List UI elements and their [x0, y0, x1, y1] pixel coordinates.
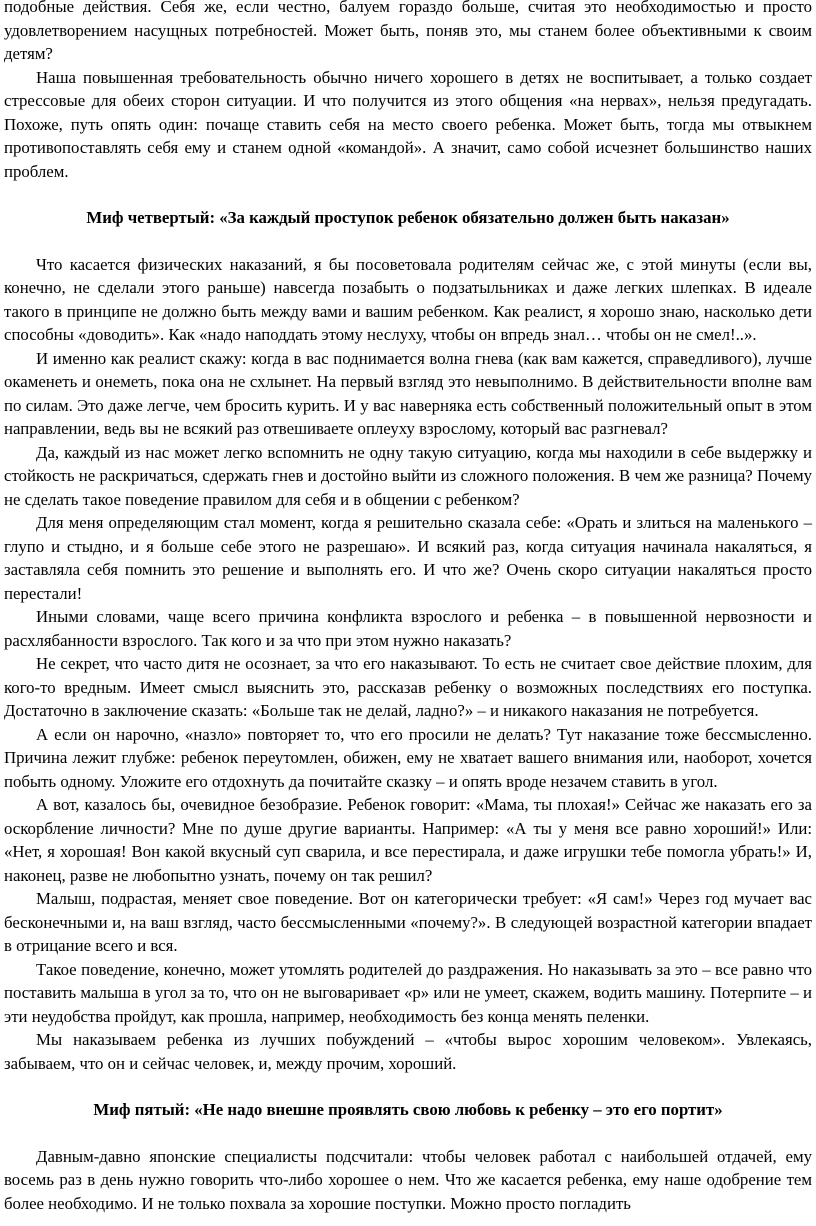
paragraph: Давным-давно японские специалисты подсчитали: чтобы человек работал с наибольшей отдачей, ему восемь раз в день нужно говорить что-либо хорошее о нем. Что же касается ребенка, ему наше одобрение тем более необходимо. И не только похвала за хорошие поступки. Можно просто погладить [4, 1146, 812, 1213]
paragraph: А вот, казалось бы, очевидное безобразие. Ребенок говорит: «Мама, ты плохая!» Сейчас же наказать его за оскорбление личности? Мне по душе другие варианты. Например: «А ты у меня все равно хороший!» Или: «Нет, я хорошая! Вон какой вкусный суп сварила, и все перестирала, и даже игрушки тебе помогла убрать!» И, наконец, разве не любопытно узнать, почему он так решил? [4, 795, 812, 885]
paragraph: А если он нарочно, «назло» повторяет то, что его просили не делать? Тут наказание тоже бессмысленно. Причина лежит глубже: ребенок переутомлен, обижен, ему не хватает вашего внимания или, наоборот, хочется побыть одному. Уложите его отдохнуть да почитайте сказку – и опять вроде незачем ставить в угол. [4, 724, 812, 791]
paragraph-intro-2: Наша повышенная требовательность обычно ничего хорошего в детях не воспитывает, а только создает стрессовые для обеих сторон ситуации. И что получится из этого общения «на нервах», нельзя предугадать. Похоже, путь опять один: почаще ставить себя на место своего ребенка. Может быть, тогда мы отвыкнем противопоставлять себя ему и станем одной «командой». А значит, само собой исчезнет большинство наших проблем. [4, 67, 812, 181]
paragraph-intro-1: подобные действия. Себя же, если честно, балуем гораздо больше, считая это необходимостью и просто удовлетворением насущных потребностей. Может быть, поняв это, мы станем более объективными к своим детям? [4, 0, 812, 63]
paragraph: Да, каждый из нас может легко вспомнить не одну такую ситуацию, когда мы находили в себе выдержку и стойкость не раскричаться, сдержать гнев и достойно выйти из сложного положения. В чем же разница? Почему не сделать такое поведение правилом для себя и в общении с ребенком? [4, 442, 812, 509]
section-heading-myth-4: Миф четвертый: «За каждый проступок ребенок обязательно должен быть наказан» [86, 208, 730, 227]
paragraph: Не секрет, что часто дитя не осознает, за что его наказывают. То есть не считает свое действие плохим, для кого-то вредным. Имеет смысл выяснить это, рассказав ребенку о возможных последствиях его поступка. Достаточно в заключение сказать: «Больше так не делай, ладно?» – и никакого наказания не потребуется. [4, 654, 812, 720]
paragraph: Малыш, подрастая, меняет свое поведение. Вот он категорически требует: «Я сам!» Через год мучает вас бесконечными и, на ваш взгляд, часто бессмысленными «почему?». В следующей возрастной категории впадает в отрицание всего и вся. [4, 889, 812, 955]
paragraph: Такое поведение, конечно, может утомлять родителей до раздражения. Но наказывать за это – все равно что поставить малыша в угол за то, что он не выговаривает «р» или не умеет, скажем, водить машину. Потерпите – и эти неудобства пройдут, как прошла, например, необходимость без конца менять пеленки. [4, 959, 812, 1026]
paragraph: Иными словами, чаще всего причина конфликта взрослого и ребенка – в повышенной нервозности и расхлябанности взрослого. Так кого и за что при этом нужно наказать? [4, 607, 812, 650]
paragraph: Что касается физических наказаний, я бы посоветовала родителям сейчас же, с этой минуты (если вы, конечно, не сделали этого раньше) навсегда позабыть о подзатыльниках и даже легких шлепках. В идеале такого в принципе не должно быть между вами и вашим ребенком. Как реалист, я хорошо знаю, насколько дети способны «доводить». Как «надо наподдать этому неслуху, чтобы он впредь знал… чтобы он не смел!..». [4, 254, 812, 344]
paragraph: И именно как реалист скажу: когда в вас поднимается волна гнева (как вам кажется, справедливого), лучше окаменеть и онеметь, пока она не схлынет. На первый взгляд это невыполнимо. В действительности вполне вам по силам. Это даже легче, чем бросить курить. И у вас наверняка есть собственный положительный опыт в этом направлении, ведь вы не всякий раз отвешиваете оплеуху взрослому, который вас разгневал? [4, 348, 812, 438]
paragraph: Мы наказываем ребенка из лучших побуждений – «чтобы вырос хорошим человеком». Увлекаясь, забываем, что он и сейчас человек, и, между прочим, хороший. [4, 1030, 812, 1073]
section-heading-myth-5: Миф пятый: «Не надо внешне проявлять свою любовь к ребенку – это его портит» [93, 1100, 723, 1119]
paragraph: Для меня определяющим стал момент, когда я решительно сказала себе: «Орать и злиться на маленького – глупо и стыдно, и я больше себе этого не разрешаю». И всякий раз, когда ситуация начинала накаляться, я заставляла себя помнить это решение и выполнять его. И что же? Очень скоро ситуации накаляться просто перестали! [4, 513, 812, 603]
